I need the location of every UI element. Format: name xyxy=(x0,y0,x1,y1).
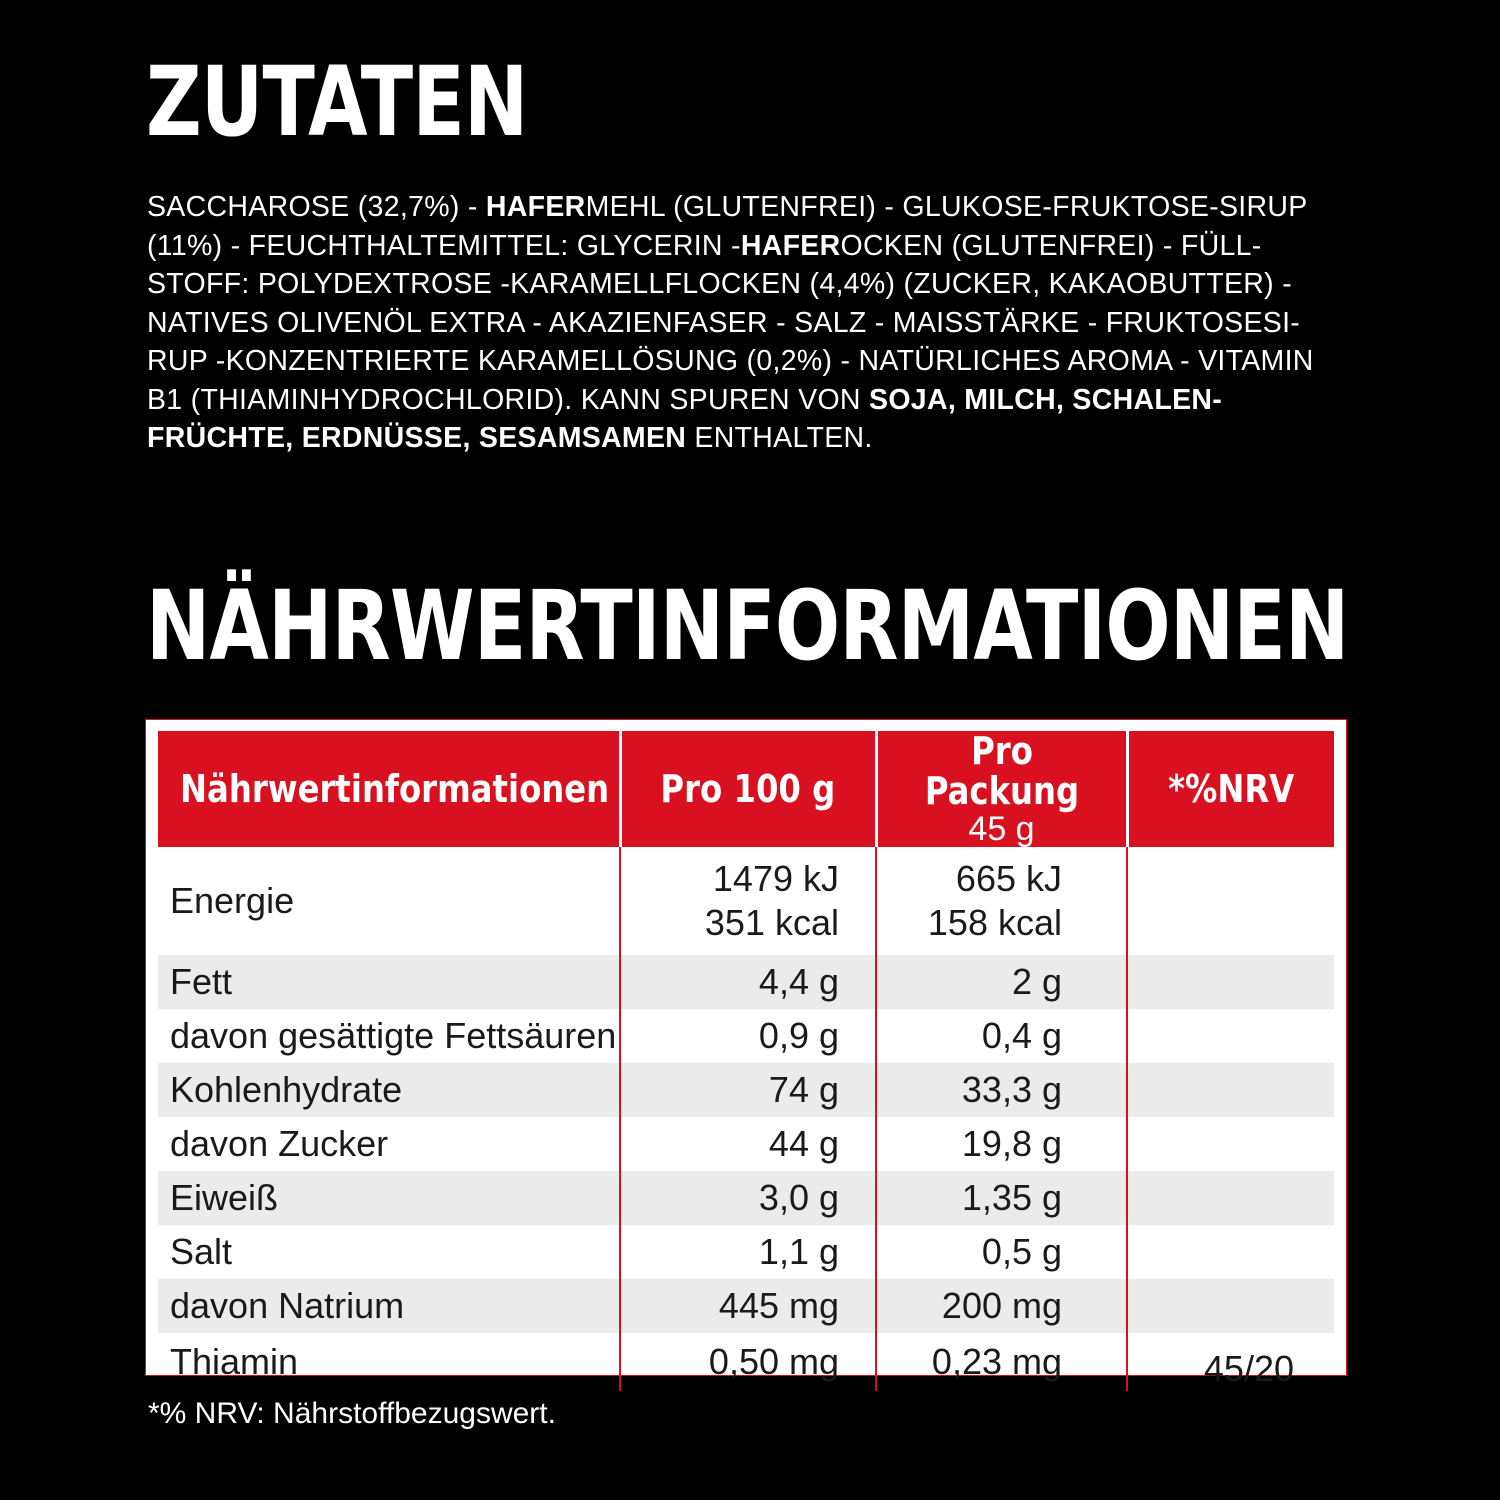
value-per-100g xyxy=(620,847,876,955)
value-per-pack-line: 2 g xyxy=(1011,961,1062,1002)
ingredient-text: STOFF: POLYDEXTROSE -KARAMELLFLOCKEN (4,4%) (ZUCKER, KAKAOBUTTER) - xyxy=(147,268,1292,300)
nutrition-table-header-row xyxy=(158,731,1334,847)
value-per-100g-line: 0,50 mg xyxy=(708,1341,839,1382)
nutrient-name: davon gesättigte Fettsäuren xyxy=(158,1009,620,1063)
nutrient-name: Thiamin xyxy=(158,1333,620,1391)
nutrient-name: davon Zucker xyxy=(158,1117,620,1171)
nutrition-row xyxy=(158,1063,1334,1117)
nutrient-name: Kohlenhydrate xyxy=(158,1063,620,1117)
ingredient-text: RUP -KONZENTRIERTE KARAMELLÖSUNG (0,2%) - NATÜRLICHES AROMA - VITAMIN xyxy=(147,345,1314,377)
ingredients-title: ZUTATEN xyxy=(146,46,528,158)
ingredient-text: OCKEN (GLUTENFREI) - FÜLL- xyxy=(840,229,1262,262)
value-per-pack-line: 1,35 g xyxy=(961,1177,1062,1218)
value-per-100g-line: 351 kcal xyxy=(704,902,839,943)
value-per-100g xyxy=(620,1225,876,1279)
value-per-100g-line: 445 mg xyxy=(718,1285,839,1326)
value-per-pack-line: 0,5 g xyxy=(981,1231,1062,1272)
value-per-100g xyxy=(620,1063,876,1117)
value-per-pack xyxy=(876,955,1127,1009)
allergen-text: FRÜCHTE, ERDNÜSSE, SESAMSAMEN xyxy=(147,422,687,454)
nrv-footnote: *% NRV: Nährstoffbezugswert. xyxy=(148,1397,556,1430)
value-nrv xyxy=(1127,1279,1334,1333)
value-per-100g xyxy=(620,1333,876,1391)
ingredient-text: (11%) - FEUCHTHALTEMITTEL: GLYCERIN - xyxy=(147,229,741,262)
ingredients-line xyxy=(147,227,1427,266)
value-per-100g xyxy=(620,1279,876,1333)
ingredients-line xyxy=(147,304,1427,343)
nutrition-row xyxy=(158,1225,1334,1279)
header-per-100g: Pro 100 g xyxy=(620,731,876,847)
value-per-100g-line: 74 g xyxy=(768,1069,839,1110)
value-per-pack xyxy=(876,1225,1127,1279)
value-per-pack xyxy=(876,1279,1127,1333)
value-nrv xyxy=(1127,847,1334,955)
ingredient-text: B1 (THIAMINHYDROCHLORID). KANN SPUREN VON xyxy=(147,383,870,416)
value-per-pack xyxy=(876,1117,1127,1171)
value-per-100g xyxy=(620,1171,876,1225)
value-per-pack-line: 158 kcal xyxy=(927,902,1062,943)
value-per-100g-line: 4,4 g xyxy=(758,961,839,1002)
value-per-pack xyxy=(876,1171,1127,1225)
value-per-pack-line: 0,23 mg xyxy=(931,1341,1062,1382)
allergen-text: HAFER xyxy=(740,229,841,262)
header-per-pack: Pro Packung 45 g xyxy=(876,731,1127,847)
allergen-text: SOJA, MILCH, SCHALEN- xyxy=(869,383,1223,416)
nutrition-row xyxy=(158,1333,1334,1391)
value-per-pack-line: 665 kJ xyxy=(955,858,1062,899)
header-per-pack-weight: 45 g xyxy=(968,810,1035,848)
ingredient-text: NATIVES OLIVENÖL EXTRA - AKAZIENFASER - SALZ - MAISSTÄRKE - FRUKTOSESI- xyxy=(147,306,1301,339)
value-per-100g xyxy=(620,1009,876,1063)
value-per-pack xyxy=(876,1009,1127,1063)
value-nrv xyxy=(1127,1171,1334,1225)
ingredients-text xyxy=(147,188,1427,458)
allergen-text: HAFER xyxy=(485,191,586,223)
nutrition-row xyxy=(158,1279,1334,1333)
ingredients-line xyxy=(147,419,1427,458)
value-per-100g-line: 1,1 g xyxy=(758,1231,839,1272)
nutrition-row xyxy=(158,1171,1334,1225)
ingredients-line xyxy=(147,188,1427,227)
header-nrv: *%NRV xyxy=(1127,731,1334,847)
value-nrv xyxy=(1127,955,1334,1009)
value-nrv xyxy=(1127,1117,1334,1171)
nutrient-name: davon Natrium xyxy=(158,1279,620,1333)
value-nrv: 45/20 xyxy=(1203,1348,1294,1389)
nutrition-row xyxy=(158,1117,1334,1171)
value-per-100g xyxy=(620,955,876,1009)
ingredients-line xyxy=(147,381,1427,420)
nutrient-name: Fett xyxy=(158,955,620,1009)
value-per-pack xyxy=(876,1333,1127,1391)
value-per-pack xyxy=(876,847,1127,955)
header-nutrient-name: Nährwertinformationen xyxy=(158,731,620,847)
value-per-pack-line: 0,4 g xyxy=(981,1015,1062,1056)
value-per-100g xyxy=(620,1117,876,1171)
value-per-100g-line: 1479 kJ xyxy=(712,858,839,899)
value-nrv xyxy=(1127,1009,1334,1063)
value-nrv xyxy=(1127,1063,1334,1117)
nutrient-name: Energie xyxy=(158,847,620,955)
nutrition-row xyxy=(158,955,1334,1009)
ingredient-text: MEHL (GLUTENFREI) - GLUKOSE-FRUKTOSE-SIRUP xyxy=(585,191,1308,223)
value-per-100g-line: 3,0 g xyxy=(758,1177,839,1218)
nutrition-title: NÄHRWERTINFORMATIONEN xyxy=(146,570,1349,682)
ingredient-text: SACCHAROSE (32,7%) - xyxy=(147,191,486,223)
nutrient-name: Salt xyxy=(158,1225,620,1279)
value-per-100g-line: 0,9 g xyxy=(758,1015,839,1056)
nutrient-name: Eiweiß xyxy=(158,1171,620,1225)
value-nrv xyxy=(1127,1225,1334,1279)
nutrition-row xyxy=(158,847,1334,955)
nutrition-row xyxy=(158,1009,1334,1063)
ingredients-line xyxy=(147,342,1427,381)
value-per-pack xyxy=(876,1063,1127,1117)
value-per-pack-line: 19,8 g xyxy=(961,1123,1062,1164)
nutrition-table xyxy=(158,731,1334,1391)
value-per-pack-line: 33,3 g xyxy=(961,1069,1062,1110)
ingredient-text: ENTHALTEN. xyxy=(686,422,873,454)
value-per-pack-line: 200 mg xyxy=(941,1285,1062,1326)
value-per-100g-line: 44 g xyxy=(768,1123,839,1164)
ingredients-line xyxy=(147,265,1427,304)
